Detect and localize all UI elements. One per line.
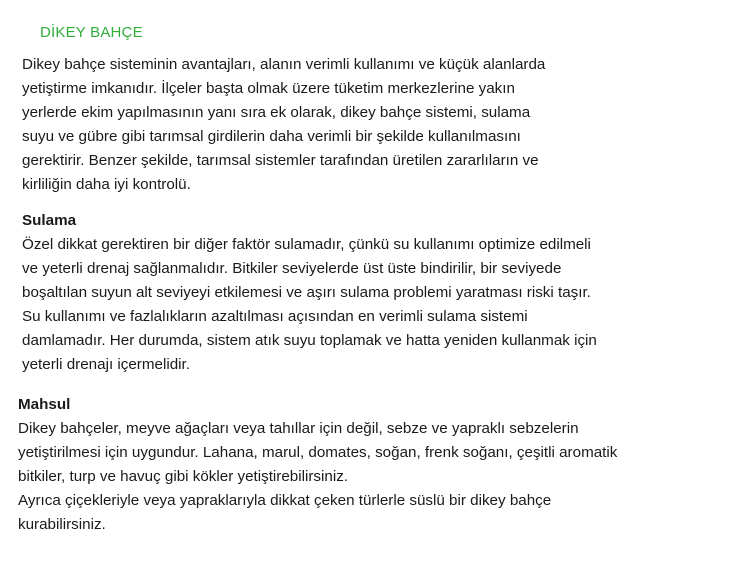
intro-paragraph (22, 53, 545, 197)
mahsul-heading: Mahsul (18, 396, 71, 413)
intro-line: Dikey bahçe sisteminin avantajları, alanın verimli kullanımı ve küçük alanlarda (22, 56, 546, 73)
mahsul-line: Ayrıca çiçekleriyle veya yapraklarıyla dikkat çeken türlerle süslü bir dikey bahçe (18, 492, 552, 509)
mahsul-line: bitkiler, turp ve havuç gibi kökler yetiştirebilirsiniz. (18, 468, 349, 485)
sulama-line: damlamadır. Her durumda, sistem atık suyu toplamak ve hatta yeniden kullanmak için (22, 332, 597, 349)
sulama-line: Su kullanımı ve fazlalıkların azaltılması açısından en verimli sulama sistemi (22, 308, 528, 325)
sulama-line: ve yeterli drenaj sağlanmalıdır. Bitkiler seviyelerde üst üste bindirilir, bir seviyede (22, 260, 562, 277)
sulama-line: yeterli drenajı içermelidir. (22, 356, 190, 373)
intro-line: suyu ve gübre gibi tarımsal girdilerin daha verimli bir şekilde kullanılmasını (22, 128, 521, 145)
sulama-section (22, 209, 597, 377)
mahsul-line: Dikey bahçeler, meyve ağaçları veya tahıllar için değil, sebze ve yapraklı sebzelerin (18, 420, 579, 437)
sulama-line: boşaltılan suyun alt seviyeyi etkilemesi ve aşırı sulama problemi yaratması riski taşır. (22, 284, 591, 301)
mahsul-section (18, 393, 617, 537)
page-title: DİKEY BAHÇE (40, 24, 143, 41)
mahsul-line: yetiştirilmesi için uygundur. Lahana, marul, domates, soğan, frenk soğanı, çeşitli aromatik (18, 444, 618, 461)
intro-line: yetiştirme imkanıdır. İlçeler başta olmak üzere tüketim merkezlerine yakın (22, 80, 515, 97)
mahsul-line: kurabilirsiniz. (18, 516, 106, 533)
sulama-line: Özel dikkat gerektiren bir diğer faktör sulamadır, çünkü su kullanımı optimize edilmeli (22, 236, 591, 253)
sulama-heading: Sulama (22, 212, 77, 229)
intro-line: yerlerde ekim yapılmasının yanı sıra ek olarak, dikey bahçe sistemi, sulama (22, 104, 531, 121)
intro-line: kirliliğin daha iyi kontrolü. (22, 176, 191, 193)
intro-line: gerektirir. Benzer şekilde, tarımsal sistemler tarafından üretilen zararlıların ve (22, 152, 539, 169)
